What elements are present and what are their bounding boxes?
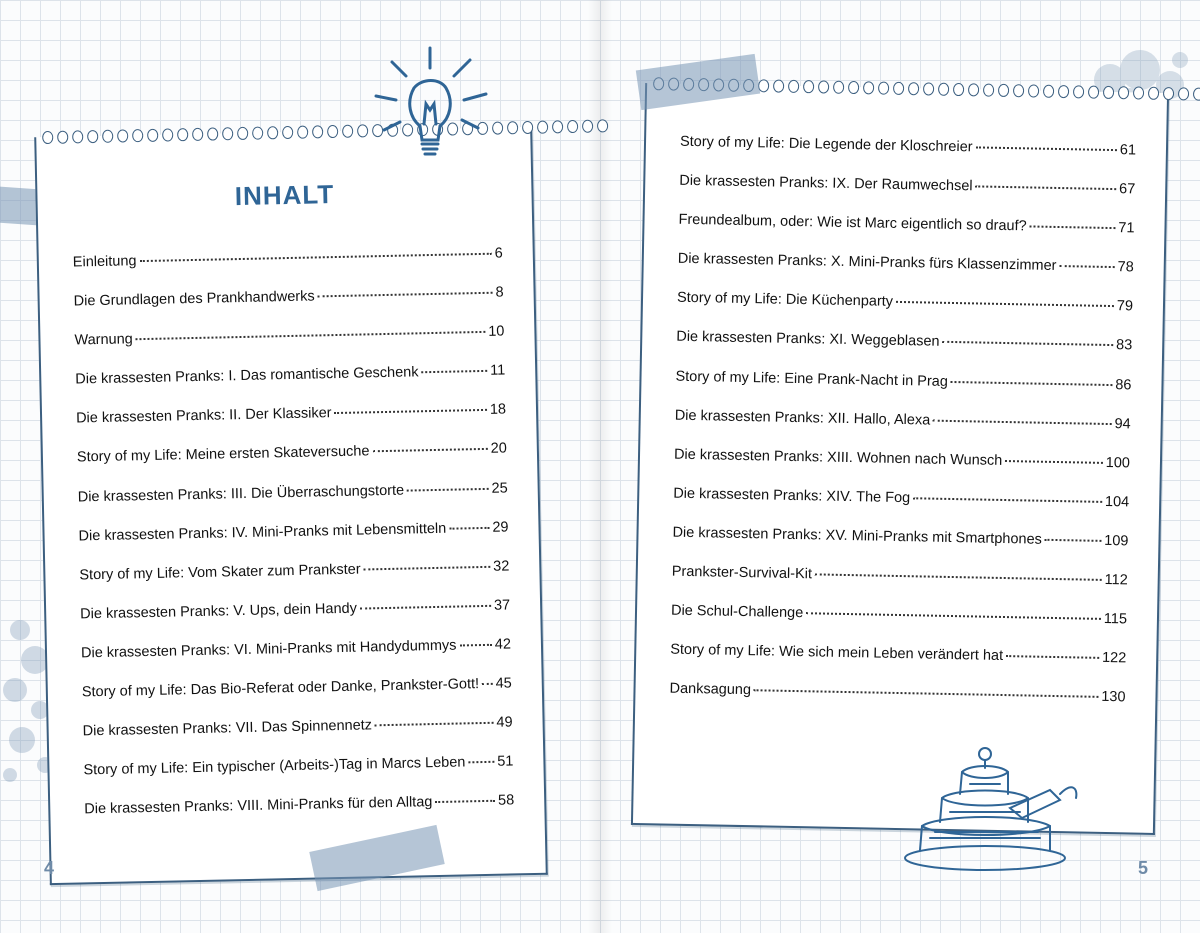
leader-dots: [482, 683, 493, 685]
toc-entry-label: Die krassesten Pranks: IV. Mini-Pranks mit Lebensmitteln: [78, 520, 447, 545]
toc-entry-label: Story of my Life: Die Legende der Kloschreier: [679, 133, 973, 156]
toc-entry-label: Story of my Life: Die Küchenparty: [676, 290, 894, 311]
toc-entry-label: Story of my Life: Eine Prank-Nacht in Prag: [675, 368, 949, 390]
toc-entry-page: 49: [496, 714, 513, 731]
toc-entry-label: Story of my Life: Ein typischer (Arbeits-)Tag in Marcs Leben: [83, 754, 466, 779]
toc-entry-page: 104: [1104, 493, 1130, 511]
leader-dots: [1059, 265, 1114, 268]
leader-dots: [933, 419, 1111, 424]
toc-entry-page: 100: [1105, 454, 1131, 472]
toc-entry-label: Einleitung: [72, 253, 137, 271]
leader-dots: [422, 370, 488, 373]
light-bulb-icon: [366, 38, 496, 168]
toc-entry-label: Prankster-Survival-Kit: [671, 563, 813, 583]
leader-dots: [407, 487, 488, 491]
toc-entry-label: Story of my Life: Meine ersten Skateversuche: [76, 443, 370, 466]
toc-list-left: [73, 246, 515, 841]
leader-dots: [372, 448, 487, 452]
toc-entry-label: Die krassesten Pranks: XIII. Wohnen nach Wunsch: [673, 446, 1003, 469]
toc-entry[interactable]: [669, 681, 1126, 729]
toc-entry-page: 6: [494, 245, 503, 262]
leader-dots: [951, 381, 1112, 386]
toc-entry-page: 83: [1115, 337, 1133, 354]
toc-entry-label: Danksagung: [669, 680, 752, 699]
leader-dots: [360, 605, 491, 610]
leader-dots: [140, 253, 492, 262]
toc-entry-page: 10: [488, 323, 505, 341]
toc-entry-page: 37: [493, 597, 511, 614]
leader-dots: [976, 146, 1117, 151]
toc-entry-label: Story of my Life: Das Bio-Referat oder Danke, Prankster-Gott!: [81, 676, 480, 701]
toc-entry-page: 11: [489, 362, 506, 380]
leader-dots: [976, 185, 1117, 190]
page-number: 4: [44, 858, 55, 878]
toc-entry-label: Freundealbum, oder: Wie ist Marc eigentlich so drauf?: [678, 211, 1027, 235]
toc-entry-page: 25: [491, 480, 508, 497]
toc-entry-label: Die krassesten Pranks: XI. Weggeblasen: [676, 329, 940, 351]
toc-entry-page: 94: [1114, 415, 1131, 433]
toc-sheet-left: [34, 127, 548, 885]
leader-dots: [375, 722, 494, 726]
toc-entry-page: 45: [495, 675, 512, 692]
toc-entry-page: 61: [1119, 142, 1137, 159]
toc-entry-page: 8: [495, 284, 504, 301]
leader-dots: [943, 341, 1114, 346]
toc-entry[interactable]: [84, 793, 515, 841]
toc-sheet-right: [631, 83, 1169, 835]
toc-entry-page: 51: [497, 753, 514, 770]
toc-entry-page: 71: [1118, 220, 1135, 237]
toc-entry-page: 115: [1103, 611, 1128, 628]
leader-dots: [364, 566, 491, 571]
toc-entry-label: Story of my Life: Wie sich mein Leben verändert hat: [670, 641, 1004, 665]
leader-dots: [1045, 539, 1101, 542]
toc-entry-page: 112: [1104, 571, 1128, 589]
toc-entry-page: 79: [1116, 298, 1134, 315]
toc-entry-label: Die krassesten Pranks: III. Die Überraschungstorte: [77, 482, 405, 506]
toc-entry-label: Die krassesten Pranks: XV. Mini-Pranks mit Smartphones: [672, 524, 1042, 548]
cake-icon: [900, 738, 1090, 878]
leader-dots: [815, 573, 1102, 581]
toc-entry-page: 130: [1101, 689, 1126, 706]
toc-entry-label: Die krassesten Pranks: X. Mini-Pranks fürs Klassenzimmer: [677, 250, 1057, 275]
toc-entry-label: Die krassesten Pranks: VI. Mini-Pranks mit Handydummys: [80, 637, 457, 662]
leader-dots: [335, 409, 487, 414]
toc-entry-page: 109: [1104, 532, 1129, 550]
leader-dots: [318, 292, 493, 298]
toc-entry-page: 58: [497, 792, 515, 810]
leader-dots: [468, 761, 494, 764]
leader-dots: [1005, 460, 1103, 464]
toc-entry-page: 122: [1101, 650, 1127, 667]
toc-entry-label: Die krassesten Pranks: IX. Der Raumwechsel: [679, 172, 973, 195]
leader-dots: [449, 527, 489, 530]
toc-entry-page: 78: [1117, 259, 1134, 276]
leader-dots: [896, 301, 1114, 307]
leader-dots: [459, 644, 491, 647]
toc-entry-page: 20: [490, 440, 508, 458]
toc-entry-label: Die krassesten Pranks: XIV. The Fog: [673, 485, 911, 507]
toc-entry-label: Story of my Life: Vom Skater zum Prankster: [79, 561, 361, 584]
toc-entry-label: Die krassesten Pranks: XII. Hallo, Alexa: [674, 407, 931, 429]
toc-entry-page: 32: [493, 558, 510, 575]
toc-entry-label: Die krassesten Pranks: V. Ups, dein Handy: [80, 600, 358, 623]
toc-entry-label: Die krassesten Pranks: I. Das romantische Geschenk: [75, 364, 419, 388]
leader-dots: [913, 497, 1102, 503]
toc-entry-label: Die Grundlagen des Prankhandwerks: [73, 288, 315, 310]
toc-entry-label: Die krassesten Pranks: VIII. Mini-Pranks für den Alltag: [84, 794, 433, 818]
toc-entry-page: 42: [494, 636, 512, 653]
toc-entry-page: 29: [492, 519, 509, 536]
toc-entry-label: Die krassesten Pranks: II. Der Klassiker: [75, 405, 332, 427]
toc-entry-page: 18: [489, 401, 507, 419]
toc-list-right: [669, 134, 1136, 729]
page-title: INHALT: [234, 179, 335, 212]
leader-dots: [806, 612, 1101, 620]
page-number: 5: [1138, 858, 1149, 878]
leader-dots: [435, 800, 495, 803]
toc-entry-label: Warnung: [74, 331, 133, 349]
toc-entry-page: 86: [1115, 376, 1132, 393]
leader-dots: [136, 331, 486, 340]
leader-dots: [1006, 655, 1099, 659]
toc-entry-label: Die krassesten Pranks: VII. Das Spinnennetz: [82, 717, 373, 740]
right-page: [600, 0, 1200, 933]
leader-dots: [1030, 226, 1116, 230]
leader-dots: [754, 690, 1098, 699]
toc-entry-page: 67: [1118, 181, 1136, 198]
toc-entry-label: Die Schul-Challenge: [670, 602, 804, 622]
